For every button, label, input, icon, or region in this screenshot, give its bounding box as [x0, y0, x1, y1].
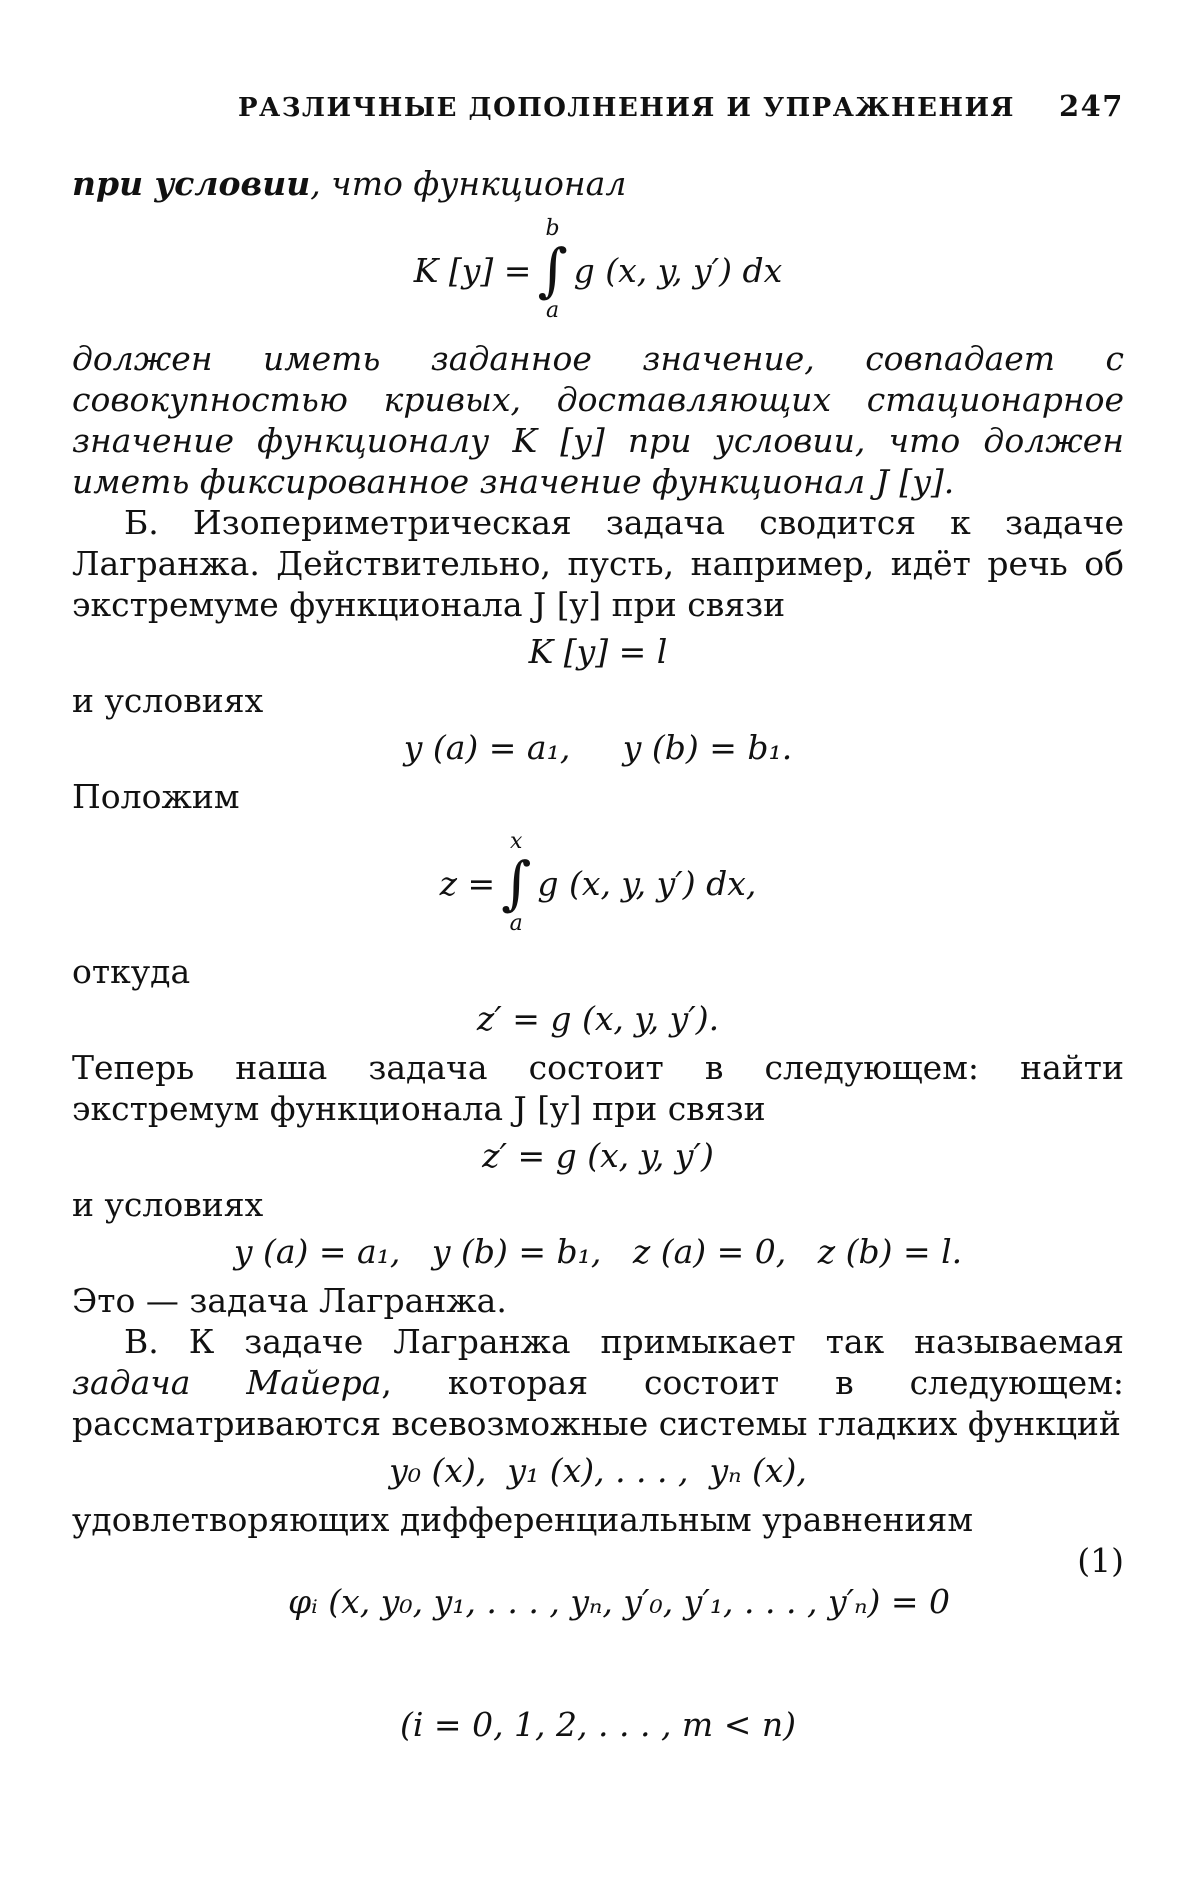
lead-line	[72, 163, 1124, 204]
formula-phi-body: φᵢ (x, y₀, y₁, . . . , yₙ, y′₀, y′₁, . . . , y′ₙ) = 0	[288, 1582, 950, 1621]
page	[72, 86, 1124, 1753]
lead-emphasis: при условии	[72, 164, 311, 203]
text-satisfying: удовлетворяющих дифференциальным уравнениям	[72, 1500, 974, 1539]
running-header	[72, 86, 1124, 129]
formula-boundary-conditions-2: y (a) = a₁, y (b) = b₁, z (a) = 0, z (b) = l.	[233, 1232, 963, 1271]
integral-icon: ∫	[501, 849, 532, 917]
integral-icon: ∫	[537, 236, 568, 304]
text-put: Положим	[72, 777, 240, 816]
formula-K-equals-l: K [y] = l	[528, 632, 668, 671]
paragraph-4-italic: задача Майера	[72, 1363, 382, 1402]
text-whence: откуда	[72, 952, 191, 991]
integral-sign-K	[537, 218, 567, 322]
formula-boundary-conditions-1: y (a) = a₁, y (b) = b₁.	[403, 728, 793, 767]
equation-number: (1)	[1077, 1541, 1124, 1580]
paragraph-1: должен иметь заданное значение, совпадает с совокупностью кривых, доставляющих стационарное значение функционалу K [y] при условии, что должен иметь фиксированное значение функционал J [y].	[72, 339, 1124, 501]
integral-K-upper: b	[545, 216, 560, 241]
formula-phi-range: (i = 0, 1, 2, . . . , m < n)	[400, 1705, 796, 1744]
page-number: 247	[1058, 89, 1124, 123]
formula-K-integral	[72, 208, 1124, 332]
integral-K-lower: a	[546, 298, 560, 323]
integral-z-lower: a	[509, 911, 523, 936]
integral-sign-z	[501, 831, 531, 935]
paragraph-4-start: В. К задаче Лагранжа примыкает так называемая	[124, 1322, 1124, 1361]
formula-phi	[72, 1540, 1124, 1704]
text-lagrange: Это — задача Лагранжа.	[72, 1281, 507, 1320]
formula-z-prime: z′ = g (x, y, y′).	[476, 999, 720, 1038]
formula-functions-list: y₀ (x), y₁ (x), . . . , yₙ (x),	[389, 1451, 807, 1490]
formula-z-left: z =	[439, 863, 496, 903]
paragraph-2: Б. Изопериметрическая задача сводится к задаче Лагранжа. Действительно, пусть, например, идёт речь об экстремуме функционала J [y] при связи	[72, 503, 1124, 624]
formula-z-prime-2: z′ = g (x, y, y′)	[482, 1136, 714, 1175]
paragraph-3: Теперь наша задача состоит в следующем: найти экстремум функционала J [y] при связи	[72, 1048, 1124, 1128]
running-title: РАЗЛИЧНЫЕ ДОПОЛНЕНИЯ И УПРАЖНЕНИЯ	[238, 93, 1015, 123]
integral-z-upper: x	[510, 829, 523, 854]
paragraph-4-end: , которая состоит в следующем: рассматриваются всевозможные системы гладких функций	[72, 1363, 1125, 1443]
formula-K-left: K [y] =	[413, 250, 532, 290]
formula-z-integral	[72, 821, 1124, 945]
lead-rest: , что функционал	[310, 164, 627, 203]
formula-K-right: g (x, y, y′) dx	[573, 250, 783, 290]
text-conditions-1: и условиях	[72, 681, 264, 720]
paragraph-4	[72, 1321, 1124, 1444]
text-conditions-2: и условиях	[72, 1185, 264, 1224]
formula-z-right: g (x, y, y′) dx,	[537, 863, 757, 903]
